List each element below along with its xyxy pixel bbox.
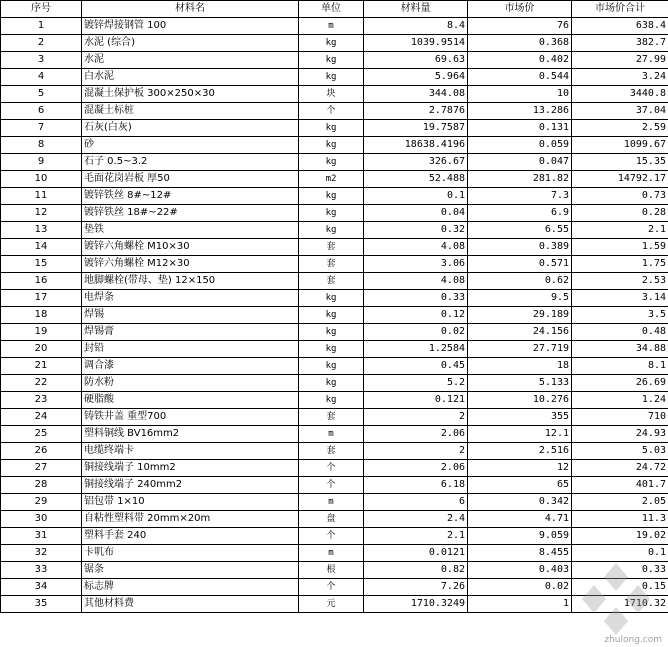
material-name-cell: 垫铁 — [82, 222, 299, 239]
market-total-cell: 3.5 — [572, 307, 668, 324]
market-total-cell: 401.7 — [572, 477, 668, 494]
market-price-cell: 65 — [468, 477, 572, 494]
market-price-cell: 0.368 — [468, 35, 572, 52]
market-total-cell: 638.4 — [572, 18, 668, 35]
material-name-cell: 标志牌 — [82, 579, 299, 596]
market-total-cell: 14792.17 — [572, 171, 668, 188]
unit-cell: kg — [299, 392, 364, 409]
row-index-cell: 21 — [1, 358, 82, 375]
market-total-cell: 2.53 — [572, 273, 668, 290]
row-index-cell: 32 — [1, 545, 82, 562]
row-index-cell: 1 — [1, 18, 82, 35]
market-price-cell: 76 — [468, 18, 572, 35]
material-name-cell: 硬脂酸 — [82, 392, 299, 409]
quantity-cell: 0.02 — [364, 324, 468, 341]
table-row — [1, 205, 668, 222]
material-name-cell: 镀锌铁丝 8#~12# — [82, 188, 299, 205]
material-name-cell: 锯条 — [82, 562, 299, 579]
header-cell-index: 序号 — [1, 1, 82, 18]
table-row — [1, 290, 668, 307]
quantity-cell: 4.08 — [364, 273, 468, 290]
market-total-cell: 26.69 — [572, 375, 668, 392]
row-index-cell: 15 — [1, 256, 82, 273]
material-name-cell: 防水粉 — [82, 375, 299, 392]
market-price-cell: 8.455 — [468, 545, 572, 562]
market-price-cell: 0.402 — [468, 52, 572, 69]
material-name-cell: 其他材料费 — [82, 596, 299, 613]
unit-cell: kg — [299, 358, 364, 375]
unit-cell: 个 — [299, 477, 364, 494]
market-price-cell: 0.047 — [468, 154, 572, 171]
unit-cell: 套 — [299, 409, 364, 426]
market-total-cell: 0.15 — [572, 579, 668, 596]
table-row — [1, 324, 668, 341]
table-row — [1, 477, 668, 494]
table-row — [1, 52, 668, 69]
table-row — [1, 273, 668, 290]
market-price-cell: 0.571 — [468, 256, 572, 273]
unit-cell: 套 — [299, 443, 364, 460]
quantity-cell: 2 — [364, 443, 468, 460]
quantity-cell: 1.2584 — [364, 341, 468, 358]
table-row — [1, 443, 668, 460]
market-price-cell: 18 — [468, 358, 572, 375]
market-total-cell: 5.03 — [572, 443, 668, 460]
quantity-cell: 2.1 — [364, 528, 468, 545]
unit-cell: kg — [299, 120, 364, 137]
market-total-cell: 34.88 — [572, 341, 668, 358]
material-name-cell: 水泥 (综合) — [82, 35, 299, 52]
unit-cell: kg — [299, 188, 364, 205]
table-row — [1, 18, 668, 35]
market-price-cell: 10 — [468, 86, 572, 103]
unit-cell: kg — [299, 154, 364, 171]
table-row — [1, 69, 668, 86]
market-price-cell: 7.3 — [468, 188, 572, 205]
market-price-cell: 27.719 — [468, 341, 572, 358]
market-total-cell: 24.72 — [572, 460, 668, 477]
table-row — [1, 222, 668, 239]
market-total-cell: 3.14 — [572, 290, 668, 307]
row-index-cell: 19 — [1, 324, 82, 341]
material-name-cell: 电焊条 — [82, 290, 299, 307]
table-row — [1, 103, 668, 120]
market-price-cell: 0.059 — [468, 137, 572, 154]
row-index-cell: 34 — [1, 579, 82, 596]
market-total-cell: 15.35 — [572, 154, 668, 171]
header-cell-quantity: 材料量 — [364, 1, 468, 18]
market-total-cell: 0.48 — [572, 324, 668, 341]
quantity-cell: 5.2 — [364, 375, 468, 392]
material-name-cell: 砂 — [82, 137, 299, 154]
unit-cell: 块 — [299, 86, 364, 103]
quantity-cell: 0.04 — [364, 205, 468, 222]
unit-cell: 个 — [299, 103, 364, 120]
material-name-cell: 镀锌铁丝 18#~22# — [82, 205, 299, 222]
market-price-cell: 0.544 — [468, 69, 572, 86]
quantity-cell: 326.67 — [364, 154, 468, 171]
row-index-cell: 14 — [1, 239, 82, 256]
row-index-cell: 7 — [1, 120, 82, 137]
market-price-cell: 9.059 — [468, 528, 572, 545]
quantity-cell: 1710.3249 — [364, 596, 468, 613]
table-row — [1, 579, 668, 596]
unit-cell: m — [299, 18, 364, 35]
row-index-cell: 28 — [1, 477, 82, 494]
unit-cell: 根 — [299, 562, 364, 579]
market-total-cell: 2.05 — [572, 494, 668, 511]
unit-cell: 套 — [299, 256, 364, 273]
row-index-cell: 29 — [1, 494, 82, 511]
table-row — [1, 596, 668, 613]
market-total-cell: 1099.67 — [572, 137, 668, 154]
watermark-text: zhulong.com — [604, 635, 662, 645]
row-index-cell: 9 — [1, 154, 82, 171]
market-total-cell: 3.24 — [572, 69, 668, 86]
table-row — [1, 494, 668, 511]
quantity-cell: 0.1 — [364, 188, 468, 205]
unit-cell: 套 — [299, 239, 364, 256]
material-name-cell: 铸铁井盖 重型700 — [82, 409, 299, 426]
market-total-cell: 1.75 — [572, 256, 668, 273]
market-price-cell: 0.342 — [468, 494, 572, 511]
unit-cell: 个 — [299, 579, 364, 596]
header-cell-name: 材料名 — [82, 1, 299, 18]
market-total-cell: 8.1 — [572, 358, 668, 375]
table-row — [1, 239, 668, 256]
quantity-cell: 0.0121 — [364, 545, 468, 562]
table-row — [1, 307, 668, 324]
market-total-cell: 27.99 — [572, 52, 668, 69]
quantity-cell: 19.7587 — [364, 120, 468, 137]
quantity-cell: 1039.9514 — [364, 35, 468, 52]
table-row — [1, 460, 668, 477]
market-total-cell: 1710.32 — [572, 596, 668, 613]
unit-cell: kg — [299, 341, 364, 358]
unit-cell: m — [299, 426, 364, 443]
table-row — [1, 392, 668, 409]
row-index-cell: 16 — [1, 273, 82, 290]
material-name-cell: 焊锡膏 — [82, 324, 299, 341]
unit-cell: kg — [299, 205, 364, 222]
row-index-cell: 24 — [1, 409, 82, 426]
row-index-cell: 17 — [1, 290, 82, 307]
market-price-cell: 6.55 — [468, 222, 572, 239]
quantity-cell: 2.4 — [364, 511, 468, 528]
row-index-cell: 20 — [1, 341, 82, 358]
market-total-cell: 2.59 — [572, 120, 668, 137]
unit-cell: kg — [299, 375, 364, 392]
material-name-cell: 镀锌焊接钢管 100 — [82, 18, 299, 35]
unit-cell: 个 — [299, 528, 364, 545]
material-name-cell: 水泥 — [82, 52, 299, 69]
market-price-cell: 10.276 — [468, 392, 572, 409]
market-total-cell: 19.02 — [572, 528, 668, 545]
material-name-cell: 铜接线端子 10mm2 — [82, 460, 299, 477]
material-name-cell: 调合漆 — [82, 358, 299, 375]
row-index-cell: 35 — [1, 596, 82, 613]
unit-cell: kg — [299, 307, 364, 324]
quantity-cell: 344.08 — [364, 86, 468, 103]
material-name-cell: 石灰(白灰) — [82, 120, 299, 137]
unit-cell: 元 — [299, 596, 364, 613]
market-price-cell: 5.133 — [468, 375, 572, 392]
row-index-cell: 2 — [1, 35, 82, 52]
material-name-cell: 自粘性塑料带 20mm×20m — [82, 511, 299, 528]
market-total-cell: 1.24 — [572, 392, 668, 409]
material-name-cell: 混凝土标桩 — [82, 103, 299, 120]
material-name-cell: 铝包带 1×10 — [82, 494, 299, 511]
row-index-cell: 25 — [1, 426, 82, 443]
market-price-cell: 0.62 — [468, 273, 572, 290]
quantity-cell: 0.33 — [364, 290, 468, 307]
row-index-cell: 4 — [1, 69, 82, 86]
unit-cell: m — [299, 545, 364, 562]
table-row — [1, 256, 668, 273]
unit-cell: 个 — [299, 460, 364, 477]
header-cell-price: 市场价 — [468, 1, 572, 18]
market-total-cell: 0.73 — [572, 188, 668, 205]
material-name-cell: 混凝土保护板 300×250×30 — [82, 86, 299, 103]
quantity-cell: 0.45 — [364, 358, 468, 375]
market-total-cell: 0.33 — [572, 562, 668, 579]
unit-cell: kg — [299, 222, 364, 239]
material-name-cell: 石子 0.5~3.2 — [82, 154, 299, 171]
unit-cell: 套 — [299, 273, 364, 290]
quantity-cell: 3.06 — [364, 256, 468, 273]
market-price-cell: 1 — [468, 596, 572, 613]
row-index-cell: 33 — [1, 562, 82, 579]
market-total-cell: 710 — [572, 409, 668, 426]
quantity-cell: 2.06 — [364, 460, 468, 477]
material-name-cell: 白水泥 — [82, 69, 299, 86]
unit-cell: m — [299, 494, 364, 511]
market-price-cell: 13.286 — [468, 103, 572, 120]
row-index-cell: 27 — [1, 460, 82, 477]
quantity-cell: 2 — [364, 409, 468, 426]
market-price-cell: 12 — [468, 460, 572, 477]
table-row — [1, 528, 668, 545]
material-name-cell: 塑料铜线 BV16mm2 — [82, 426, 299, 443]
market-total-cell: 2.1 — [572, 222, 668, 239]
row-index-cell: 30 — [1, 511, 82, 528]
market-total-cell: 0.1 — [572, 545, 668, 562]
table-row — [1, 120, 668, 137]
row-index-cell: 22 — [1, 375, 82, 392]
market-total-cell: 37.04 — [572, 103, 668, 120]
row-index-cell: 10 — [1, 171, 82, 188]
table-row — [1, 188, 668, 205]
table-row — [1, 409, 668, 426]
table-row — [1, 545, 668, 562]
quantity-cell: 2.06 — [364, 426, 468, 443]
row-index-cell: 23 — [1, 392, 82, 409]
market-price-cell: 0.389 — [468, 239, 572, 256]
market-price-cell: 29.189 — [468, 307, 572, 324]
market-price-cell: 4.71 — [468, 511, 572, 528]
table-row — [1, 562, 668, 579]
material-name-cell: 镀锌六角螺栓 M12×30 — [82, 256, 299, 273]
table-row — [1, 358, 668, 375]
row-index-cell: 11 — [1, 188, 82, 205]
material-name-cell: 铜接线端子 240mm2 — [82, 477, 299, 494]
unit-cell: kg — [299, 137, 364, 154]
quantity-cell: 0.121 — [364, 392, 468, 409]
quantity-cell: 18638.4196 — [364, 137, 468, 154]
quantity-cell: 6.18 — [364, 477, 468, 494]
unit-cell: kg — [299, 69, 364, 86]
market-price-cell: 2.516 — [468, 443, 572, 460]
quantity-cell: 0.32 — [364, 222, 468, 239]
table-row — [1, 171, 668, 188]
material-name-cell: 电缆终端卡 — [82, 443, 299, 460]
market-total-cell: 24.93 — [572, 426, 668, 443]
material-name-cell: 封铅 — [82, 341, 299, 358]
quantity-cell: 69.63 — [364, 52, 468, 69]
row-index-cell: 5 — [1, 86, 82, 103]
market-price-cell: 9.5 — [468, 290, 572, 307]
market-total-cell: 382.7 — [572, 35, 668, 52]
unit-cell: kg — [299, 52, 364, 69]
unit-cell: kg — [299, 290, 364, 307]
unit-cell: kg — [299, 35, 364, 52]
unit-cell: kg — [299, 324, 364, 341]
row-index-cell: 26 — [1, 443, 82, 460]
row-index-cell: 8 — [1, 137, 82, 154]
header-cell-unit: 单位 — [299, 1, 364, 18]
table-row — [1, 511, 668, 528]
row-index-cell: 18 — [1, 307, 82, 324]
material-name-cell: 镀锌六角螺栓 M10×30 — [82, 239, 299, 256]
row-index-cell: 31 — [1, 528, 82, 545]
header-cell-total: 市场价合计 — [572, 1, 668, 18]
unit-cell: m2 — [299, 171, 364, 188]
quantity-cell: 7.26 — [364, 579, 468, 596]
market-price-cell: 0.403 — [468, 562, 572, 579]
row-index-cell: 3 — [1, 52, 82, 69]
row-index-cell: 6 — [1, 103, 82, 120]
market-total-cell: 1.59 — [572, 239, 668, 256]
table-row — [1, 341, 668, 358]
market-price-cell: 0.131 — [468, 120, 572, 137]
quantity-cell: 0.12 — [364, 307, 468, 324]
quantity-cell: 8.4 — [364, 18, 468, 35]
quantity-cell: 0.82 — [364, 562, 468, 579]
material-name-cell: 毛面花岗岩板 厚50 — [82, 171, 299, 188]
market-price-cell: 281.82 — [468, 171, 572, 188]
quantity-cell: 5.964 — [364, 69, 468, 86]
market-total-cell: 0.28 — [572, 205, 668, 222]
material-name-cell: 焊锡 — [82, 307, 299, 324]
market-price-cell: 24.156 — [468, 324, 572, 341]
header-row — [1, 1, 668, 18]
market-price-cell: 6.9 — [468, 205, 572, 222]
material-name-cell: 卡叽布 — [82, 545, 299, 562]
market-total-cell: 11.3 — [572, 511, 668, 528]
table-row — [1, 375, 668, 392]
market-price-cell: 355 — [468, 409, 572, 426]
market-price-cell: 0.02 — [468, 579, 572, 596]
table-row — [1, 426, 668, 443]
market-price-cell: 12.1 — [468, 426, 572, 443]
table-row — [1, 137, 668, 154]
material-name-cell: 塑料手套 240 — [82, 528, 299, 545]
quantity-cell: 2.7876 — [364, 103, 468, 120]
quantity-cell: 6 — [364, 494, 468, 511]
table-row — [1, 86, 668, 103]
unit-cell: 盘 — [299, 511, 364, 528]
table-row — [1, 154, 668, 171]
table-row — [1, 35, 668, 52]
material-name-cell: 地脚螺栓(带母、垫) 12×150 — [82, 273, 299, 290]
market-total-cell: 3440.8 — [572, 86, 668, 103]
quantity-cell: 4.08 — [364, 239, 468, 256]
row-index-cell: 12 — [1, 205, 82, 222]
row-index-cell: 13 — [1, 222, 82, 239]
quantity-cell: 52.488 — [364, 171, 468, 188]
